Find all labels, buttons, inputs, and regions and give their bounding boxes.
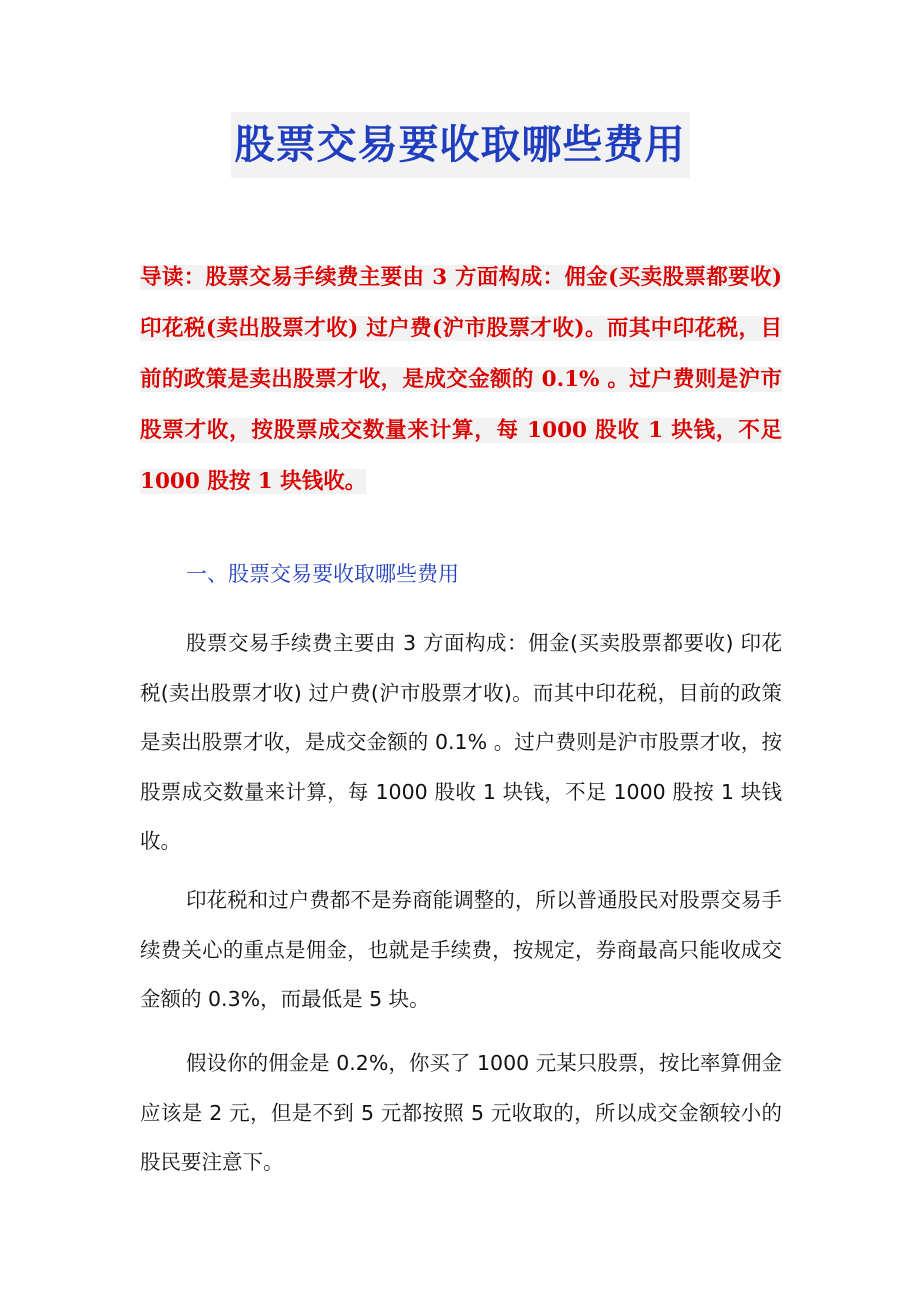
body-paragraph-2: 印花税和过户费都不是券商能调整的，所以普通股民对股票交易手续费关心的重点是佣金，也就是手续费，按规定，券商最高只能收成交金额的 0.3%，而最低是 5 块。 — [140, 888, 782, 1011]
body-paragraph-3: 假设你的佣金是 0.2%，你买了 1000 元某只股票，按比率算佣金应该是 2 元，但是不到 5 元都按照 5 元收取的，所以成交金额较小的股民要注意下。 — [140, 1051, 782, 1174]
title-container — [0, 112, 920, 178]
page-title: 股票交易要收取哪些费用 — [231, 112, 690, 178]
lead-paragraph — [140, 252, 782, 507]
body-paragraph-1: 股票交易手续费主要由 3 方面构成：佣金(买卖股票都要收) 印花税(卖出股票才收) 过户费(沪市股票才收)。而其中印花税，目前的政策是卖出股票才收，是成交金额的 0.1% 。过户费则是沪市股票才收，按股票成交数量来计算，每 1000 股收 1 块钱，不足 1000 股按 1 块钱收。 — [140, 631, 782, 853]
lead-text: 导读：股票交易手续费主要由 3 方面构成：佣金(买卖股票都要收) 印花税(卖出股票才收) 过户费(沪市股票才收)。而其中印花税，目前的政策是卖出股票才收，是成交金额的 0.1% 。过户费则是沪市股票才收，按股票成交数量来计算，每 1000 股收 1 块钱，不足 1000 股按 1 块钱收。 — [140, 265, 782, 494]
section-heading: 一、股票交易要收取哪些费用 — [186, 562, 459, 586]
